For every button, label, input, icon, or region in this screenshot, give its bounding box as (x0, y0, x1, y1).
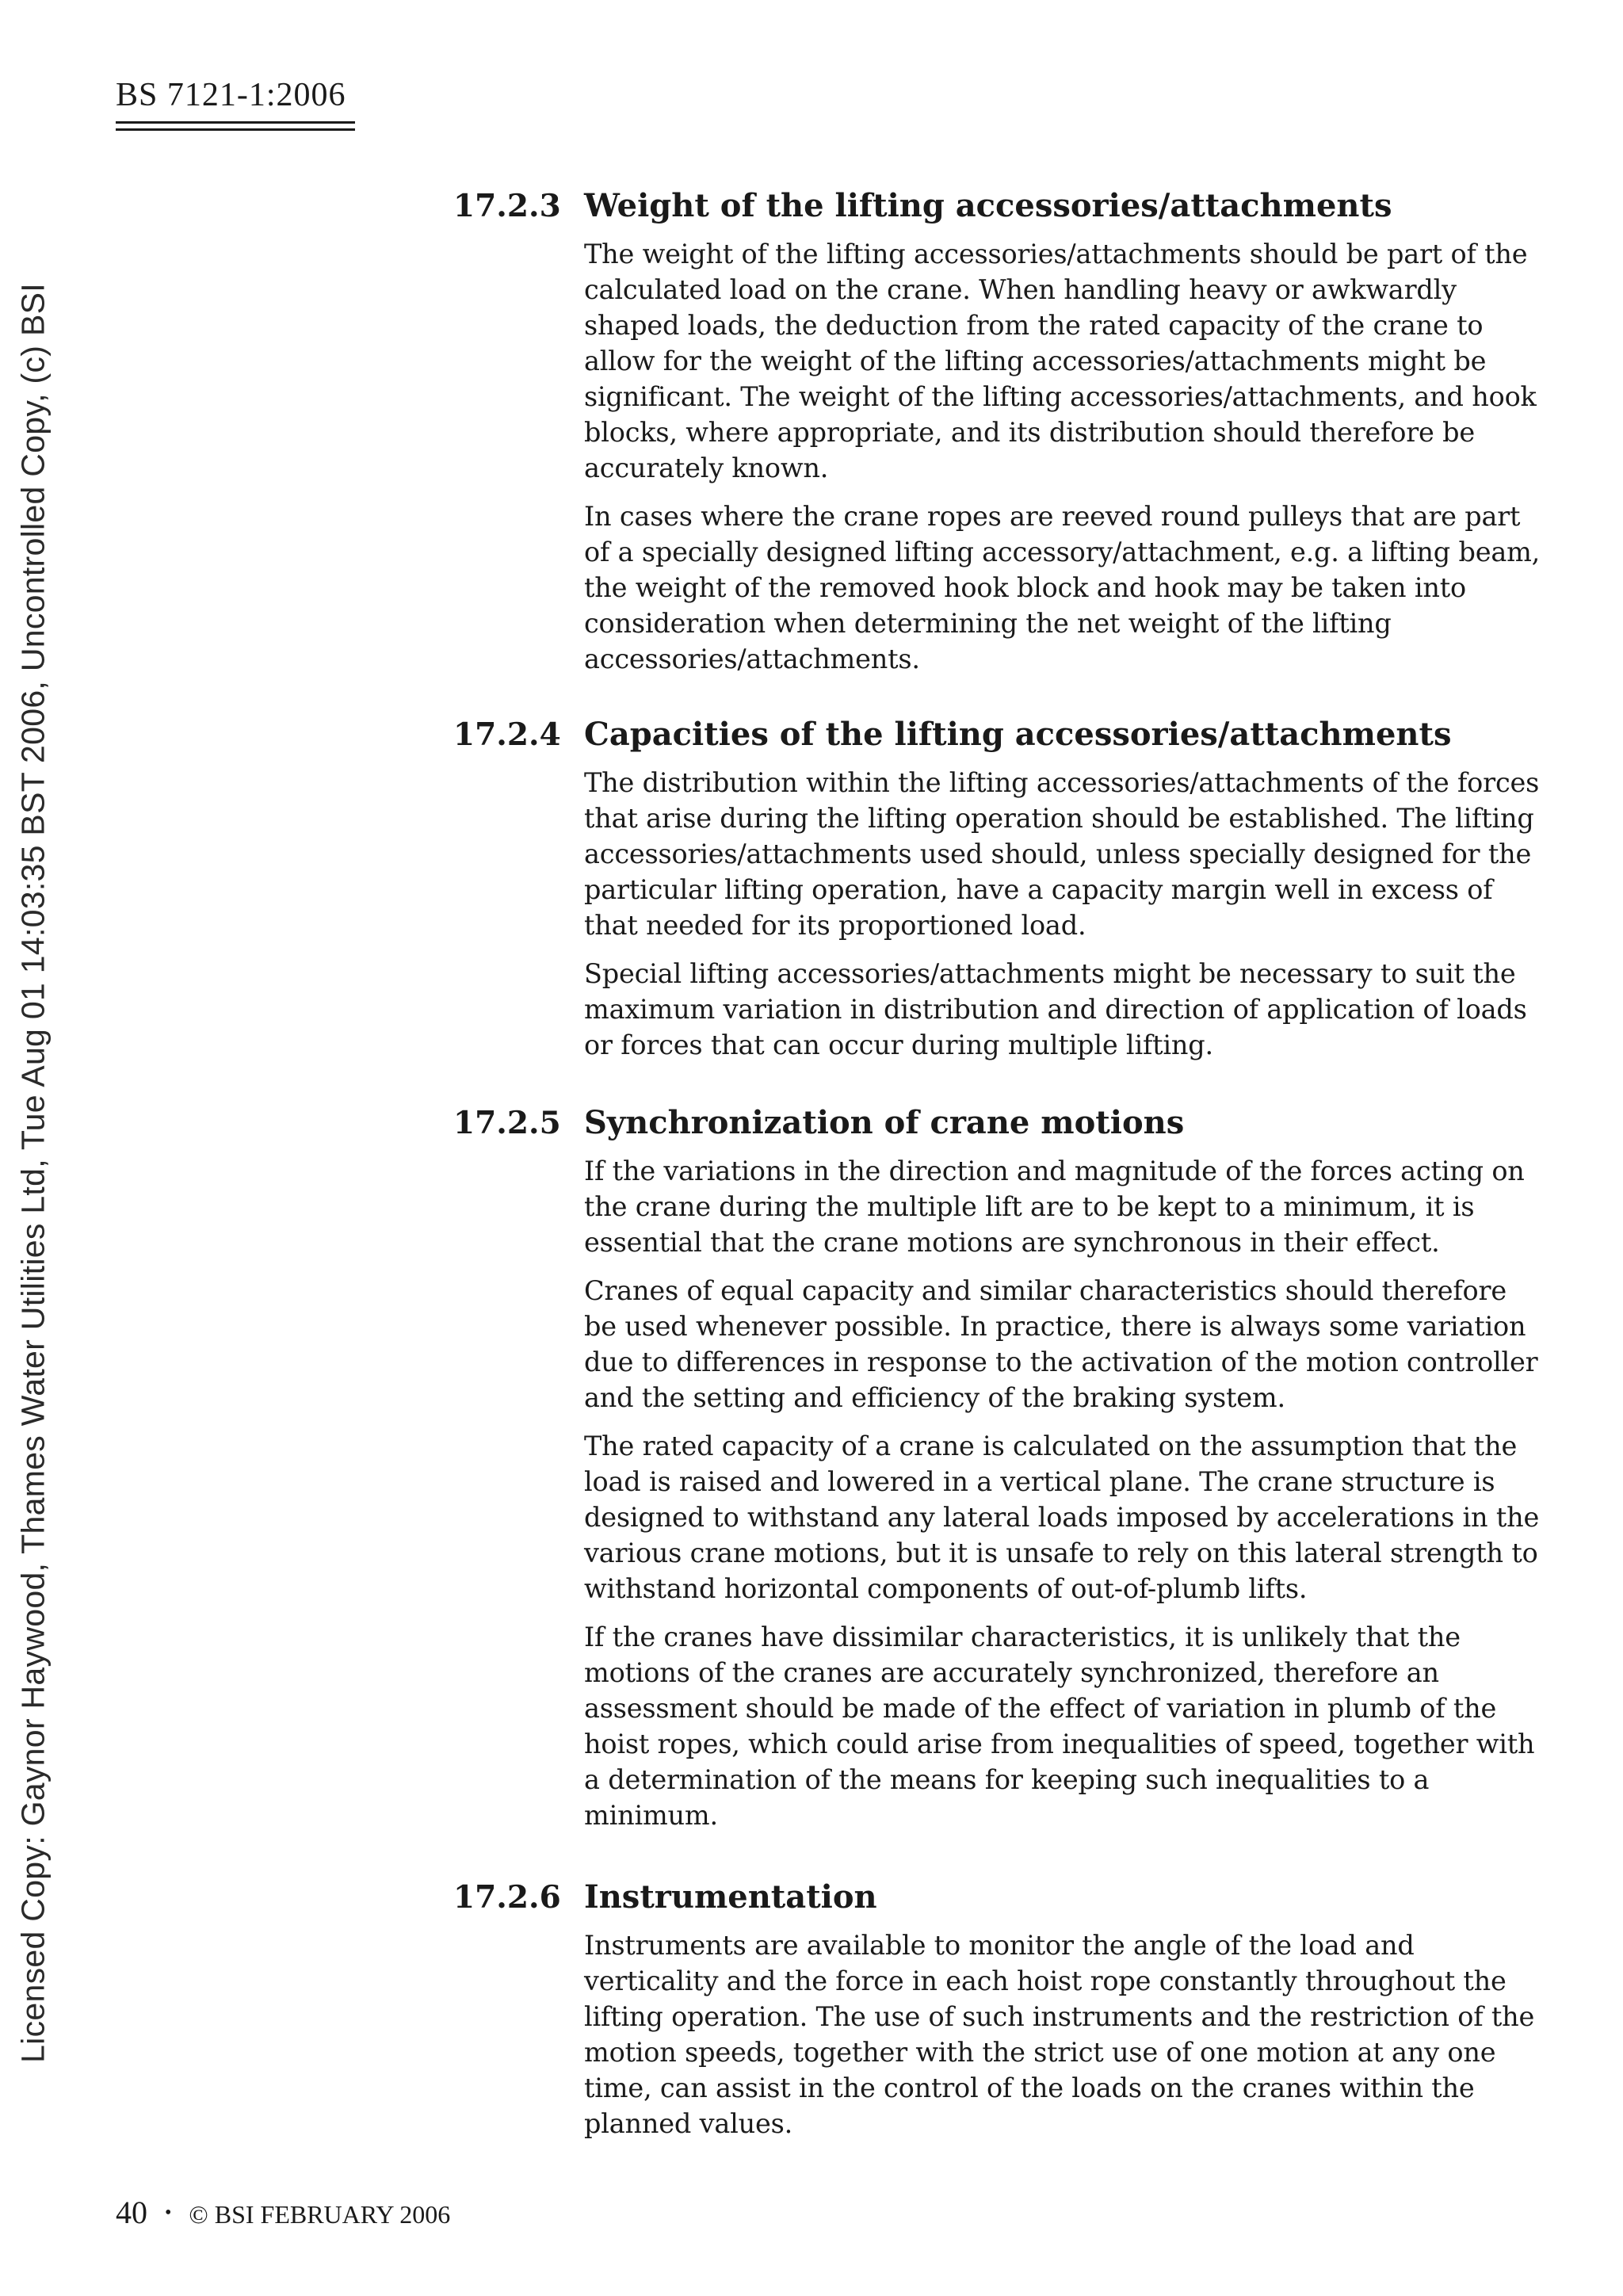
text-line: that needed for its proportioned load. (584, 910, 1086, 941)
page-number: 40 (116, 2195, 147, 2230)
text-line: Special lifting accessories/attachments might be necessary to suit the (584, 958, 1516, 989)
text-line: particular lifting operation, have a capacity margin well in excess of (584, 874, 1493, 905)
text-line: withstand horizontal components of out-of-plumb lifts. (584, 1573, 1308, 1604)
text-line: motion speeds, together with the strict use of one motion at any one (584, 2037, 1496, 2068)
text-line: assessment should be made of the effect of variation in plumb of the (584, 1693, 1497, 1724)
text-line: allow for the weight of the lifting accessories/attachments might be (584, 346, 1487, 376)
text-line: time, can assist in the control of the loads on the cranes within the (584, 2073, 1475, 2103)
text-line: accurately known. (584, 453, 829, 483)
document-id: BS 7121-1:2006 (116, 77, 346, 113)
section-heading (453, 1102, 1484, 1144)
section-number: 17.2.6 (453, 1879, 561, 1916)
text-line: various crane motions, but it is unsafe to rely on this lateral strength to (584, 1538, 1538, 1568)
text-line: motions of the cranes are accurately synchronized, therefore an (584, 1657, 1439, 1688)
text-line: or forces that can occur during multiple lifting. (584, 1030, 1214, 1060)
text-line: accessories/attachments. (584, 644, 920, 674)
text-line: blocks, where appropriate, and its distribution should therefore be (584, 417, 1475, 448)
text-line: In cases where the crane ropes are reeved round pulleys that are part (584, 501, 1521, 532)
paragraph (584, 499, 1541, 677)
header-rule-top (116, 121, 355, 124)
text-line: significant. The weight of the lifting accessories/attachments, and hook (584, 381, 1537, 412)
section-17-2-5 (453, 1102, 1540, 1833)
text-line: and the setting and efficiency of the braking system. (584, 1382, 1285, 1413)
section-heading (453, 1876, 1484, 1919)
text-line: Instruments are available to monitor the angle of the load and (584, 1930, 1415, 1961)
paragraph (584, 236, 1537, 486)
copyright-notice: © BSI FEBRUARY 2006 (189, 2200, 451, 2229)
section-number: 17.2.4 (453, 716, 561, 753)
bullet-separator: • (165, 2202, 172, 2223)
text-line: be used whenever possible. In practice, there is always some variation (584, 1311, 1526, 1342)
section-title: Weight of the lifting accessories/attachments (584, 187, 1392, 224)
license-watermark: Licensed Copy: Gaynor Haywood, Thames Water Utilities Ltd, Tue Aug 01 14:03:35 BST 2006, Uncontrolled Copy, (c) BSI (14, 283, 52, 2063)
text-line: essential that the crane motions are synchronous in their effect. (584, 1227, 1440, 1258)
text-line: a determination of the means for keeping such inequalities to a (584, 1764, 1430, 1795)
text-line: lifting operation. The use of such instruments and the restriction of the (584, 2001, 1535, 2032)
header-rule-bottom (116, 128, 355, 131)
text-line: the crane during the multiple lift are to be kept to a minimum, it is (584, 1191, 1475, 1222)
section-number: 17.2.3 (453, 188, 561, 224)
text-line: of a specially designed lifting accessory/attachment, e.g. a lifting beam, (584, 537, 1541, 567)
text-line: The rated capacity of a crane is calculated on the assumption that the (584, 1431, 1518, 1461)
text-line: the weight of the removed hook block and hook may be taken into (584, 572, 1466, 603)
text-line: accessories/attachments used should, unless specially designed for the (584, 839, 1532, 869)
text-line: designed to withstand any lateral loads imposed by accelerations in the (584, 1502, 1540, 1533)
text-line: planned values. (584, 2108, 793, 2139)
section-heading (453, 713, 1484, 756)
paragraph (584, 1619, 1535, 1833)
text-line: consideration when determining the net weight of the lifting (584, 608, 1392, 639)
text-line: Cranes of equal capacity and similar characteristics should therefore (584, 1275, 1507, 1306)
paragraph (584, 956, 1527, 1063)
paragraph (584, 1927, 1535, 2141)
text-line: minimum. (584, 1800, 718, 1831)
text-line: If the cranes have dissimilar characteristics, it is unlikely that the (584, 1622, 1461, 1652)
section-number: 17.2.5 (453, 1105, 561, 1141)
text-line: load is raised and lowered in a vertical plane. The crane structure is (584, 1466, 1495, 1497)
text-line: due to differences in response to the activation of the motion controller (584, 1347, 1538, 1377)
text-line: shaped loads, the deduction from the rated capacity of the crane to (584, 310, 1484, 341)
section-title: Capacities of the lifting accessories/attachments (584, 716, 1452, 753)
text-line: maximum variation in distribution and direction of application of loads (584, 994, 1527, 1025)
section-title: Synchronization of crane motions (584, 1104, 1185, 1141)
section-17-2-3 (453, 185, 1541, 677)
paragraph (584, 1273, 1538, 1415)
section-17-2-6 (453, 1876, 1535, 2141)
text-line: The distribution within the lifting accessories/attachments of the forces (584, 767, 1540, 798)
paragraph (584, 1153, 1525, 1260)
text-line: If the variations in the direction and magnitude of the forces acting on (584, 1156, 1525, 1186)
text-line: calculated load on the crane. When handling heavy or awkwardly (584, 274, 1457, 305)
page-footer (116, 2194, 450, 2231)
text-line: verticality and the force in each hoist rope constantly throughout the (584, 1966, 1507, 1996)
section-heading (453, 185, 1484, 227)
paragraph (584, 765, 1540, 943)
section-17-2-4 (453, 713, 1540, 1063)
section-title: Instrumentation (584, 1878, 877, 1916)
text-line: hoist ropes, which could arise from inequalities of speed, together with (584, 1729, 1535, 1759)
text-line: that arise during the lifting operation should be established. The lifting (584, 803, 1534, 834)
paragraph (584, 1428, 1540, 1606)
text-line: The weight of the lifting accessories/attachments should be part of the (584, 239, 1528, 269)
